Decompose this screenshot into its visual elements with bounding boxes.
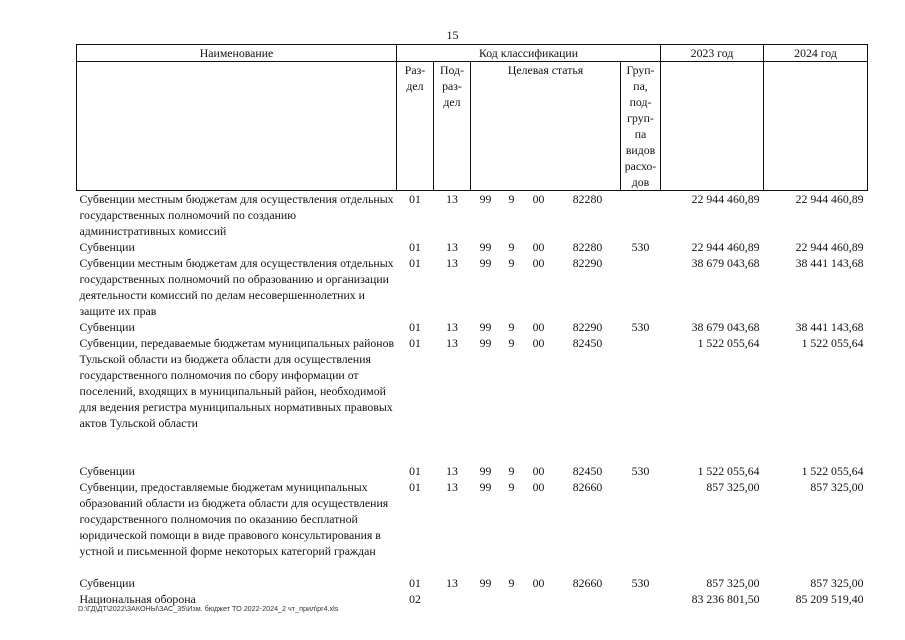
cell-target-main: 00 [532, 192, 545, 206]
cell-target-direction: 82660 [572, 576, 603, 590]
cell-name: Субвенции, предоставляемые бюджетам муниципальных образований области из бюджета области для осуществления государственного полномочия по оказанию бесплатной юридической помощи в виде правового консультирования в устной и письменной форме некоторых категорий граждан [79, 480, 389, 558]
cell-target-program: 99 [479, 464, 492, 478]
spacer-row [77, 431, 868, 447]
table-header [77, 45, 868, 191]
cell-target-subprogram: 9 [508, 576, 515, 590]
table-row [77, 463, 868, 479]
cell-2024: 857 325,00 [810, 480, 864, 494]
cell-name: Субвенции местным бюджетам для осуществления отдельных государственных полномочий по образованию и организации деятельности комиссий по делам несовершеннолетних и защите их прав [79, 256, 394, 318]
cell-target-subprogram: 9 [508, 320, 515, 334]
cell-target-main: 00 [532, 336, 545, 350]
cell-target-subprogram: 9 [508, 192, 515, 206]
table-row [77, 319, 868, 335]
cell-expense-group: 530 [631, 464, 650, 478]
cell-2023: 22 944 460,89 [691, 192, 760, 206]
cell-2024: 38 441 143,68 [795, 256, 864, 270]
cell-target-direction: 82450 [572, 464, 603, 478]
cell-expense-group [621, 255, 661, 319]
header-2023: 2023 год [661, 45, 764, 62]
header-podrazdel-text: Под- раз- дел [439, 63, 464, 109]
cell-target-main: 00 [532, 576, 545, 590]
cell-2024: 1 522 055,64 [801, 336, 864, 350]
cell-target-program: 99 [479, 192, 492, 206]
cell-2023: 1 522 055,64 [697, 464, 760, 478]
cell-2023: 857 325,00 [706, 576, 760, 590]
cell-target-program: 99 [479, 256, 492, 270]
cell-2024: 38 441 143,68 [795, 320, 864, 334]
cell-expense-group [621, 479, 661, 559]
cell-target-main: 00 [532, 464, 545, 478]
cell-target-subprogram: 9 [508, 256, 515, 270]
cell-2023: 38 679 043,68 [691, 320, 760, 334]
cell-2023: 1 522 055,64 [697, 336, 760, 350]
cell-target-program [471, 591, 501, 607]
header-gruppa [621, 62, 661, 191]
cell-target-direction: 82660 [572, 480, 603, 494]
cell-target-main: 00 [532, 240, 545, 254]
cell-razdel: 01 [409, 480, 421, 494]
cell-target-subprogram: 9 [508, 464, 515, 478]
cell-razdel: 01 [409, 576, 421, 590]
cell-target-subprogram: 9 [508, 480, 515, 494]
table-row [77, 255, 868, 319]
cell-name: Национальная оборона [79, 592, 196, 606]
cell-name: Субвенции [79, 240, 135, 254]
spacer-row [77, 447, 868, 463]
header-razdel [397, 62, 434, 191]
cell-razdel: 01 [409, 320, 421, 334]
cell-expense-group [621, 191, 661, 240]
cell-target-program: 99 [479, 576, 492, 590]
cell-razdel: 01 [409, 240, 421, 254]
cell-target-subprogram [501, 591, 523, 607]
cell-podrazdel: 13 [446, 192, 458, 206]
cell-name: Субвенции [79, 320, 135, 334]
header-name: Наименование [77, 45, 397, 62]
cell-target-main: 00 [532, 480, 545, 494]
cell-2024: 85 209 519,40 [795, 592, 864, 606]
header-gruppa-text: Груп- па, под- груп- па видов расхо- дов [624, 63, 657, 189]
cell-target-direction: 82290 [572, 256, 603, 270]
cell-target-program: 99 [479, 480, 492, 494]
page-number: 15 [446, 28, 459, 42]
cell-name: Субвенции местным бюджетам для осуществления отдельных государственных полномочий по созданию административных комиссий [79, 192, 394, 238]
cell-razdel: 01 [409, 336, 421, 350]
cell-podrazdel: 13 [446, 576, 458, 590]
cell-2024: 857 325,00 [810, 576, 864, 590]
cell-2023: 857 325,00 [706, 480, 760, 494]
cell-target-direction: 82450 [572, 336, 603, 350]
cell-target-program: 99 [479, 240, 492, 254]
cell-target-subprogram: 9 [508, 336, 515, 350]
table-row [77, 191, 868, 240]
cell-target-direction: 82280 [572, 192, 603, 206]
budget-table [76, 44, 868, 607]
header-podrazdel [434, 62, 471, 191]
cell-target-main: 00 [532, 320, 545, 334]
cell-target-main: 00 [532, 256, 545, 270]
header-celevaya: Целевая статья [471, 62, 621, 191]
table-row [77, 575, 868, 591]
header-2024: 2024 год [764, 45, 868, 62]
table-body [77, 191, 868, 608]
cell-target-program: 99 [479, 336, 492, 350]
cell-target-program: 99 [479, 320, 492, 334]
cell-expense-group: 530 [631, 240, 650, 254]
cell-2024: 1 522 055,64 [801, 464, 864, 478]
cell-razdel: 01 [409, 192, 421, 206]
cell-podrazdel: 13 [446, 336, 458, 350]
cell-razdel: 01 [409, 464, 421, 478]
cell-target-subprogram: 9 [508, 240, 515, 254]
cell-name: Субвенции [79, 576, 135, 590]
table-row [77, 479, 868, 559]
cell-name: Субвенции [79, 464, 135, 478]
footer-file-path: D:\ГД\ДТ\2022\ЗАКОНЫ\ЗАС_35\Изм. бюджет ТО 2022-2024_2 чт_прил\pr4.xls [78, 604, 339, 613]
header-razdel-text: Раз- дел [404, 63, 426, 93]
cell-razdel: 01 [409, 256, 421, 270]
cell-target-direction: 82290 [572, 320, 603, 334]
cell-name: Субвенции, передаваемые бюджетам муниципальных районов Тульской области из бюджета области для осуществления государственного полномочия по сбору информации от поселений, входящих в муниципальный район, необходимой для ведения регистра муниципальных нормативных правовых актов Тульской области [79, 336, 395, 430]
cell-target-main [523, 591, 555, 607]
cell-razdel: 02 [409, 592, 421, 606]
cell-2023: 83 236 801,50 [691, 592, 760, 606]
table-row [77, 335, 868, 431]
table-row [77, 239, 868, 255]
cell-2024: 22 944 460,89 [795, 192, 864, 206]
spacer-row [77, 559, 868, 575]
header-code: Код классификации [397, 45, 661, 62]
cell-podrazdel: 13 [446, 240, 458, 254]
cell-podrazdel: 13 [446, 256, 458, 270]
cell-2023: 38 679 043,68 [691, 256, 760, 270]
cell-expense-group: 530 [631, 576, 650, 590]
cell-podrazdel: 13 [446, 320, 458, 334]
cell-2023: 22 944 460,89 [691, 240, 760, 254]
cell-podrazdel: 13 [446, 464, 458, 478]
cell-target-direction: 82280 [572, 240, 603, 254]
cell-podrazdel [434, 591, 471, 607]
cell-podrazdel: 13 [446, 480, 458, 494]
cell-expense-group: 530 [631, 320, 650, 334]
cell-2024: 22 944 460,89 [795, 240, 864, 254]
cell-target-direction [555, 591, 621, 607]
cell-expense-group [621, 591, 661, 607]
cell-expense-group [621, 335, 661, 431]
